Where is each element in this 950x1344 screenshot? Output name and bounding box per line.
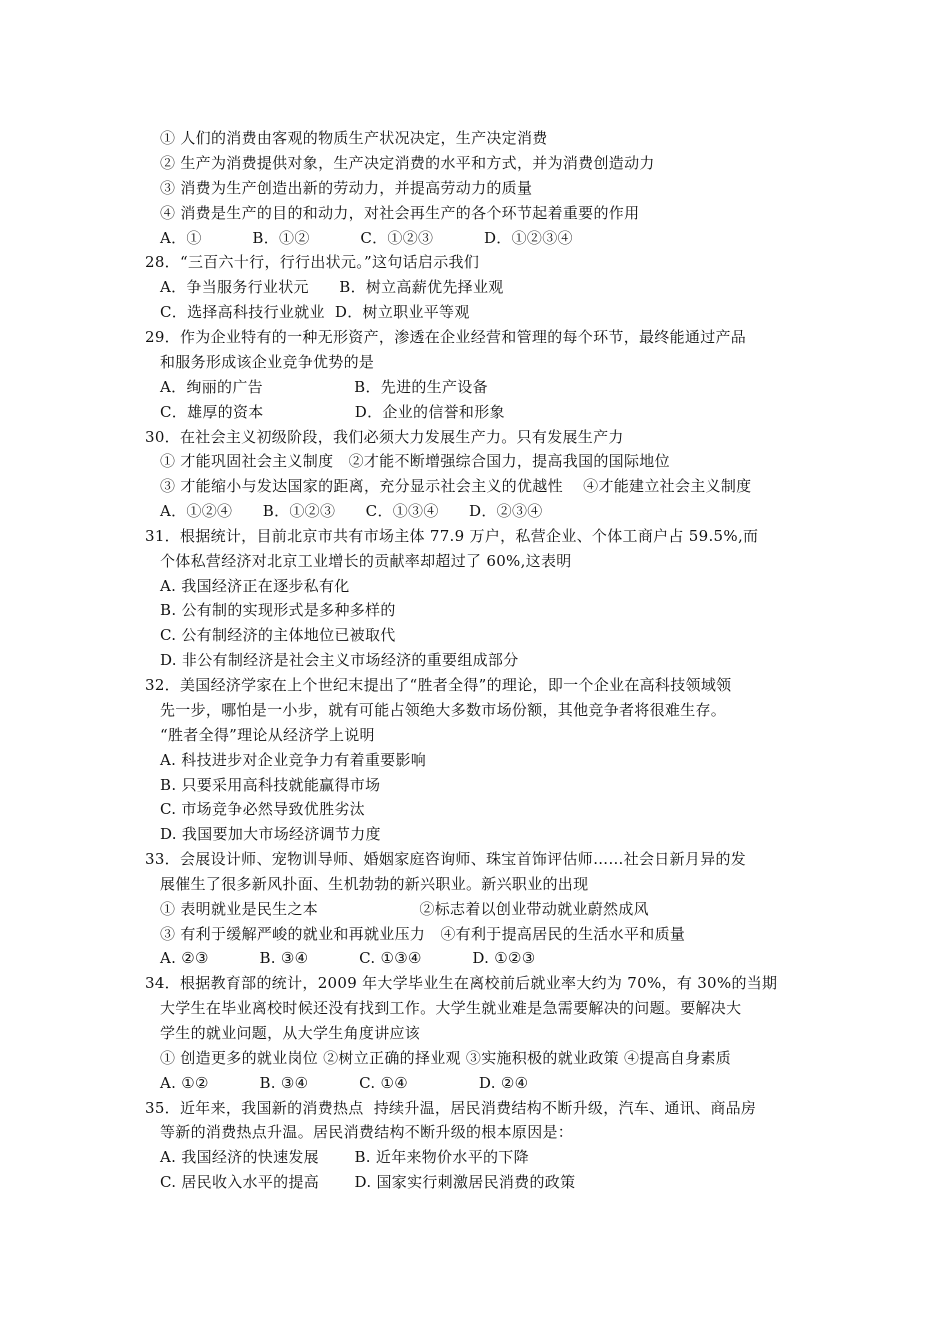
q27-option-2: ② 生产为消费提供对象，生产决定消费的水平和方式，并为消费创造动力	[160, 154, 655, 172]
q27-option-3: ③ 消费为生产创造出新的劳动力，并提高劳动力的质量	[160, 179, 533, 197]
q31-choice-a: A. 我国经济正在逐步私有化	[160, 577, 350, 595]
q34-stem-2: 大学生在毕业离校时候还没有找到工作。大学生就业难是急需要解决的问题。要解决大	[160, 999, 742, 1017]
q34-options: ① 创造更多的就业岗位 ②树立正确的择业观 ③实施积极的就业政策 ④提高自身素质	[160, 1049, 732, 1067]
q31-stem-1: 31．根据统计，目前北京市共有市场主体 77.9 万户，私营企业、个体工商户占 59.5%,而	[145, 527, 759, 545]
q30-options-12: ① 才能巩固社会主义制度 ②才能不断增强综合国力，提高我国的国际地位	[160, 452, 670, 470]
q31-choice-d: D. 非公有制经济是社会主义市场经济的重要组成部分	[160, 651, 519, 669]
q32-choice-d: D. 我国要加大市场经济调节力度	[160, 825, 381, 843]
q27-option-1: ① 人们的消费由客观的物质生产状况决定，生产决定消费	[160, 129, 548, 147]
q34-stem-3: 学生的就业问题，从大学生角度讲应该	[160, 1024, 421, 1042]
q33-options-34: ③ 有利于缓解严峻的就业和再就业压力 ④有利于提高居民的生活水平和质量	[160, 925, 686, 943]
q35-choices-ab: A. 我国经济的快速发展 B. 近年来物价水平的下降	[160, 1148, 529, 1166]
q29-stem-2: 和服务形成该企业竞争优势的是	[160, 353, 375, 371]
q32-choice-a: A. 科技进步对企业竞争力有着重要影响	[160, 751, 427, 769]
q33-options-12: ① 表明就业是民生之本 ②标志着以创业带动就业蔚然成风	[160, 900, 649, 918]
q28-choices-ab: A．争当服务行业状元 B．树立高薪优先择业观	[160, 278, 504, 296]
q30-stem: 30．在社会主义初级阶段，我们必须大力发展生产力。只有发展生产力	[145, 428, 624, 446]
q33-stem-1: 33．会展设计师、宠物训导师、婚姻家庭咨询师、珠宝首饰评估师……社会日新月异的发	[145, 850, 747, 868]
q27-option-4: ④ 消费是生产的目的和动力，对社会再生产的各个环节起着重要的作用	[160, 204, 640, 222]
q35-choices-cd: C. 居民收入水平的提高 D. 国家实行刺激居民消费的政策	[160, 1173, 576, 1191]
q31-choice-c: C. 公有制经济的主体地位已被取代	[160, 626, 396, 644]
q28-choices-cd: C．选择高科技行业就业 D．树立职业平等观	[160, 303, 470, 321]
q30-options-34: ③ 才能缩小与发达国家的距离，充分显示社会主义的优越性 ④才能建立社会主义制度	[160, 477, 752, 495]
q35-stem-2: 等新的消费热点升温。居民消费结构不断升级的根本原因是：	[160, 1123, 574, 1141]
q29-choices-ab: A．绚丽的广告 B．先进的生产设备	[160, 378, 488, 396]
q34-stem-1: 34．根据教育部的统计，2009 年大学毕业生在离校前后就业率大约为 70%，有 30%的当期	[145, 974, 778, 992]
q27-choices: A．① B．①② C．①②③ D．①②③④	[160, 229, 573, 247]
q33-stem-2: 展催生了很多新风扑面、生机勃勃的新兴职业。新兴职业的出现	[160, 875, 589, 893]
q32-stem-3: “胜者全得”理论从经济学上说明	[160, 726, 375, 744]
q32-stem-2: 先一步，哪怕是一小步，就有可能占领绝大多数市场份额，其他竞争者将很难生存。	[160, 701, 727, 719]
q28-stem: 28．“三百六十行，行行出状元。”这句话启示我们	[145, 253, 480, 271]
q30-choices: A．①②④ B．①②③ C．①③④ D．②③④	[160, 502, 543, 520]
q29-stem-1: 29．作为企业特有的一种无形资产，渗透在企业经营和管理的每个环节，最终能通过产品	[145, 328, 747, 346]
q35-stem-1: 35．近年来，我国新的消费热点 持续升温，居民消费结构不断升级，汽车、通讯、商品房	[145, 1099, 757, 1117]
q32-choice-b: B. 只要采用高科技就能赢得市场	[160, 776, 381, 794]
q32-stem-1: 32．美国经济学家在上个世纪末提出了“胜者全得”的理论，即一个企业在高科技领域领	[145, 676, 732, 694]
q33-choices: A. ②③ B. ③④ C. ①③④ D. ①②③	[160, 949, 536, 967]
q34-choices: A. ①② B. ③④ C. ①④ D. ②④	[160, 1074, 529, 1092]
q31-choice-b: B. 公有制的实现形式是多种多样的	[160, 601, 396, 619]
q31-stem-2: 个体私营经济对北京工业增长的贡献率却超过了 60%,这表明	[160, 552, 572, 570]
q32-choice-c: C. 市场竞争必然导致优胜劣汰	[160, 800, 365, 818]
q29-choices-cd: C．雄厚的资本 D．企业的信誉和形象	[160, 403, 505, 421]
